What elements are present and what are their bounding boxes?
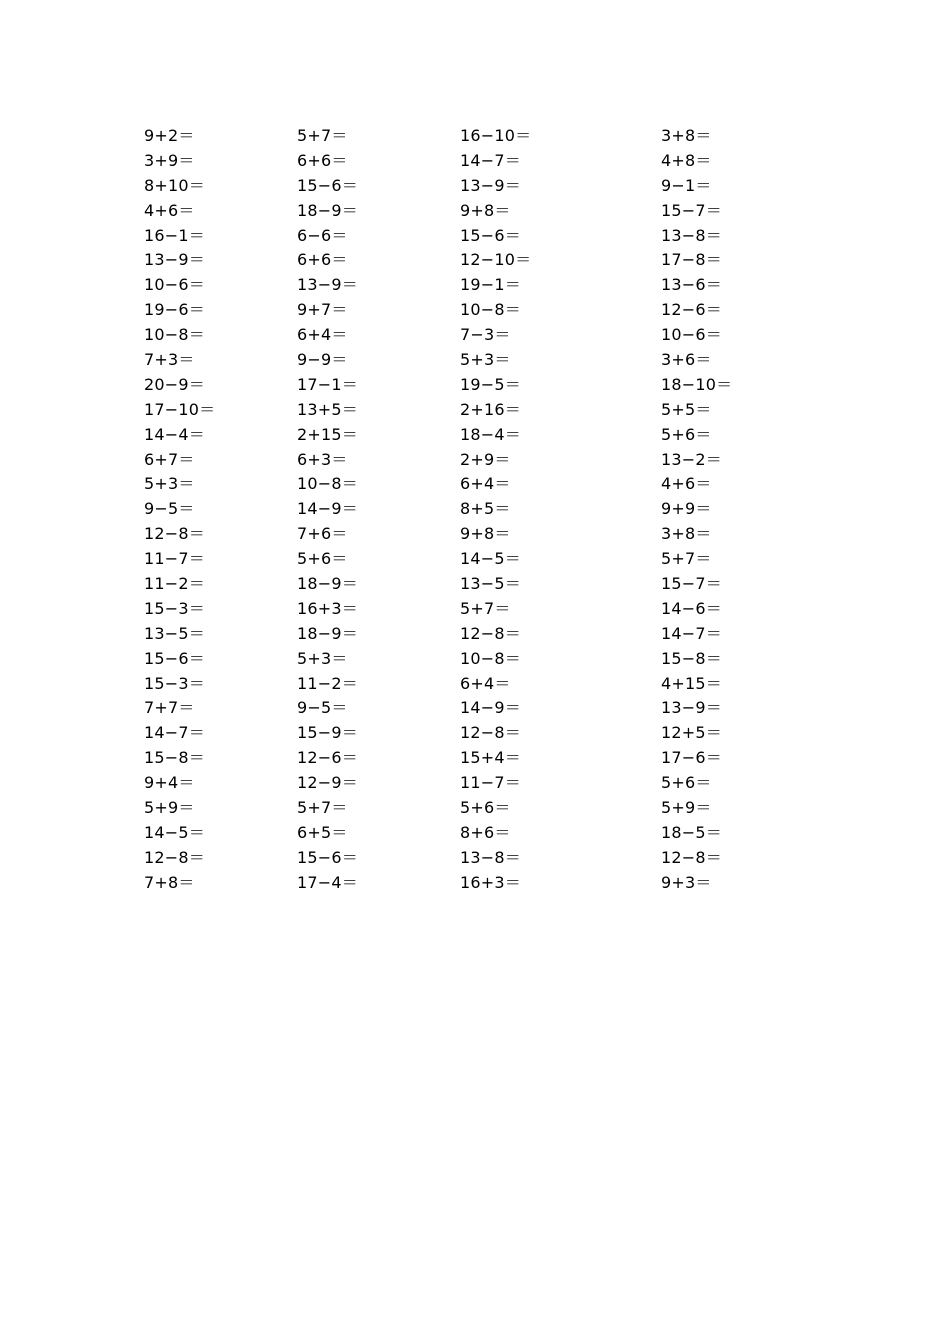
- problem-row: [0, 522, 950, 547]
- arithmetic-problem: 8+10＝: [144, 175, 205, 195]
- arithmetic-problem: 9−5＝: [297, 698, 348, 718]
- arithmetic-problem: 5+6＝: [460, 798, 511, 818]
- arithmetic-problem: 13−9＝: [297, 275, 358, 295]
- problem-row: [0, 423, 950, 448]
- arithmetic-problem: 6+3＝: [297, 449, 348, 469]
- arithmetic-problem: 9+2＝: [144, 126, 195, 145]
- arithmetic-problem: 6+6＝: [297, 150, 348, 170]
- arithmetic-problem: 9+7＝: [297, 300, 348, 320]
- arithmetic-problem: 15−8＝: [144, 748, 205, 768]
- arithmetic-problem: 15−9＝: [297, 723, 358, 743]
- arithmetic-problem: 7+8＝: [144, 872, 195, 892]
- arithmetic-problem: 15−6＝: [460, 225, 521, 245]
- problem-row: [0, 323, 950, 348]
- arithmetic-problem: 12−6＝: [297, 748, 358, 768]
- problem-row: [0, 199, 950, 224]
- arithmetic-problem: 5+9＝: [144, 798, 195, 818]
- arithmetic-problem: 18−4＝: [460, 424, 521, 444]
- arithmetic-problem: 4+6＝: [661, 474, 712, 494]
- arithmetic-problem: 5+6＝: [661, 424, 712, 444]
- arithmetic-problem: 16+3＝: [460, 872, 521, 892]
- arithmetic-problem: 5+9＝: [661, 798, 712, 818]
- arithmetic-problem: 17−4＝: [297, 872, 358, 892]
- problem-row: [0, 149, 950, 174]
- arithmetic-problem: 4+15＝: [661, 673, 722, 693]
- arithmetic-problem: 18−9＝: [297, 574, 358, 594]
- problem-row: [0, 398, 950, 423]
- problem-row: [0, 597, 950, 622]
- problem-row: [0, 448, 950, 473]
- arithmetic-problem: 15−3＝: [144, 673, 205, 693]
- arithmetic-problem: 10−8＝: [144, 325, 205, 345]
- arithmetic-problem: 14−7＝: [144, 723, 205, 743]
- arithmetic-problem: 14−4＝: [144, 424, 205, 444]
- arithmetic-problem: 15+4＝: [460, 748, 521, 768]
- arithmetic-problem: 15−6＝: [297, 175, 358, 195]
- arithmetic-problem: 18−5＝: [661, 822, 722, 842]
- arithmetic-problem: 13−8＝: [460, 847, 521, 867]
- problem-row: [0, 373, 950, 398]
- problem-row: [0, 846, 950, 871]
- arithmetic-problem: 13−9＝: [144, 250, 205, 270]
- arithmetic-problem: 14−9＝: [460, 698, 521, 718]
- arithmetic-problem: 15−7＝: [661, 574, 722, 594]
- arithmetic-problem: 17−1＝: [297, 374, 358, 394]
- arithmetic-problem: 7+7＝: [144, 698, 195, 718]
- arithmetic-problem: 3+6＝: [661, 350, 712, 370]
- arithmetic-problem: 20−9＝: [144, 374, 205, 394]
- arithmetic-problem: 9+8＝: [460, 524, 511, 544]
- arithmetic-problem: 17−8＝: [661, 250, 722, 270]
- arithmetic-problem: 19−5＝: [460, 374, 521, 394]
- arithmetic-problem: 5+7＝: [460, 598, 511, 618]
- problem-row: [0, 647, 950, 672]
- arithmetic-problem: 13−5＝: [460, 574, 521, 594]
- arithmetic-problem: 8+5＝: [460, 499, 511, 519]
- arithmetic-problem: 14−7＝: [661, 623, 722, 643]
- problem-row: [0, 547, 950, 572]
- problem-row: [0, 348, 950, 373]
- arithmetic-problem: 19−6＝: [144, 300, 205, 320]
- arithmetic-problem: 16+3＝: [297, 598, 358, 618]
- arithmetic-problem: 14−5＝: [144, 822, 205, 842]
- arithmetic-problem: 17−10＝: [144, 399, 216, 419]
- arithmetic-problem: 9−1＝: [661, 175, 712, 195]
- arithmetic-problem: 10−6＝: [661, 325, 722, 345]
- arithmetic-problem: 15−6＝: [297, 847, 358, 867]
- problem-row: [0, 572, 950, 597]
- arithmetic-problem: 10−8＝: [460, 300, 521, 320]
- arithmetic-problem: 12−8＝: [460, 623, 521, 643]
- arithmetic-problem: 5+3＝: [460, 350, 511, 370]
- arithmetic-problem: 10−8＝: [460, 648, 521, 668]
- problem-row: [0, 672, 950, 697]
- arithmetic-problem: 11−2＝: [297, 673, 358, 693]
- arithmetic-problem: 14−6＝: [661, 598, 722, 618]
- problem-row: [0, 622, 950, 647]
- arithmetic-problem: 18−10＝: [661, 374, 733, 394]
- arithmetic-problem: 9+8＝: [460, 200, 511, 220]
- arithmetic-problem: 12−8＝: [661, 847, 722, 867]
- arithmetic-problem: 9+9＝: [661, 499, 712, 519]
- arithmetic-problem: 12+5＝: [661, 723, 722, 743]
- arithmetic-problem: 11−7＝: [460, 773, 521, 793]
- arithmetic-problem: 12−6＝: [661, 300, 722, 320]
- arithmetic-problem: 12−9＝: [297, 773, 358, 793]
- arithmetic-problem: 6+6＝: [297, 250, 348, 270]
- arithmetic-problem: 3+8＝: [661, 126, 712, 145]
- arithmetic-problem: 15−3＝: [144, 598, 205, 618]
- arithmetic-problem: 5+5＝: [661, 399, 712, 419]
- arithmetic-problem: 12−8＝: [144, 524, 205, 544]
- arithmetic-problem: 2+16＝: [460, 399, 521, 419]
- arithmetic-problem: 5+6＝: [661, 773, 712, 793]
- arithmetic-problem: 12−8＝: [144, 847, 205, 867]
- problem-row: [0, 771, 950, 796]
- arithmetic-problem: 13−5＝: [144, 623, 205, 643]
- arithmetic-problem: 8+6＝: [460, 822, 511, 842]
- problem-row: [0, 721, 950, 746]
- problem-row: [0, 796, 950, 821]
- problem-row: [0, 871, 950, 896]
- arithmetic-problem: 16−1＝: [144, 225, 205, 245]
- arithmetic-problem: 14−5＝: [460, 549, 521, 569]
- arithmetic-problem: 11−2＝: [144, 574, 205, 594]
- problem-row: [0, 821, 950, 846]
- arithmetic-problem: 13−8＝: [661, 225, 722, 245]
- arithmetic-problem: 6+4＝: [460, 474, 511, 494]
- arithmetic-problem: 5+7＝: [661, 549, 712, 569]
- arithmetic-problem: 5+7＝: [297, 126, 348, 145]
- arithmetic-problem: 9+3＝: [661, 872, 712, 892]
- arithmetic-problem: 7+3＝: [144, 350, 195, 370]
- arithmetic-problem: 10−6＝: [144, 275, 205, 295]
- arithmetic-problem: 15−6＝: [144, 648, 205, 668]
- arithmetic-problem: 14−9＝: [297, 499, 358, 519]
- arithmetic-problem: 18−9＝: [297, 200, 358, 220]
- arithmetic-worksheet: [0, 124, 950, 896]
- arithmetic-problem: 14−7＝: [460, 150, 521, 170]
- arithmetic-problem: 13−6＝: [661, 275, 722, 295]
- arithmetic-problem: 2+15＝: [297, 424, 358, 444]
- arithmetic-problem: 7+6＝: [297, 524, 348, 544]
- arithmetic-problem: 16−10＝: [460, 126, 532, 145]
- arithmetic-problem: 5+6＝: [297, 549, 348, 569]
- problem-row: [0, 248, 950, 273]
- arithmetic-problem: 17−6＝: [661, 748, 722, 768]
- arithmetic-problem: 13+5＝: [297, 399, 358, 419]
- arithmetic-problem: 13−2＝: [661, 449, 722, 469]
- arithmetic-problem: 19−1＝: [460, 275, 521, 295]
- arithmetic-problem: 9−9＝: [297, 350, 348, 370]
- arithmetic-problem: 18−9＝: [297, 623, 358, 643]
- arithmetic-problem: 2+9＝: [460, 449, 511, 469]
- arithmetic-problem: 10−8＝: [297, 474, 358, 494]
- problem-row: [0, 497, 950, 522]
- problem-row: [0, 124, 950, 149]
- arithmetic-problem: 5+7＝: [297, 798, 348, 818]
- problem-row: [0, 746, 950, 771]
- problem-row: [0, 224, 950, 249]
- arithmetic-problem: 6+5＝: [297, 822, 348, 842]
- arithmetic-problem: 3+9＝: [144, 150, 195, 170]
- problem-row: [0, 273, 950, 298]
- arithmetic-problem: 4+8＝: [661, 150, 712, 170]
- arithmetic-problem: 12−10＝: [460, 250, 532, 270]
- arithmetic-problem: 6+4＝: [297, 325, 348, 345]
- arithmetic-problem: 11−7＝: [144, 549, 205, 569]
- problem-row: [0, 696, 950, 721]
- arithmetic-problem: 3+8＝: [661, 524, 712, 544]
- problem-row: [0, 298, 950, 323]
- arithmetic-problem: 6+7＝: [144, 449, 195, 469]
- arithmetic-problem: 12−8＝: [460, 723, 521, 743]
- arithmetic-problem: 9+4＝: [144, 773, 195, 793]
- problem-row: [0, 472, 950, 497]
- problem-row: [0, 174, 950, 199]
- arithmetic-problem: 5+3＝: [297, 648, 348, 668]
- arithmetic-problem: 13−9＝: [460, 175, 521, 195]
- arithmetic-problem: 6−6＝: [297, 225, 348, 245]
- arithmetic-problem: 7−3＝: [460, 325, 511, 345]
- arithmetic-problem: 15−7＝: [661, 200, 722, 220]
- arithmetic-problem: 13−9＝: [661, 698, 722, 718]
- arithmetic-problem: 9−5＝: [144, 499, 195, 519]
- arithmetic-problem: 4+6＝: [144, 200, 195, 220]
- arithmetic-problem: 5+3＝: [144, 474, 195, 494]
- arithmetic-problem: 15−8＝: [661, 648, 722, 668]
- arithmetic-problem: 6+4＝: [460, 673, 511, 693]
